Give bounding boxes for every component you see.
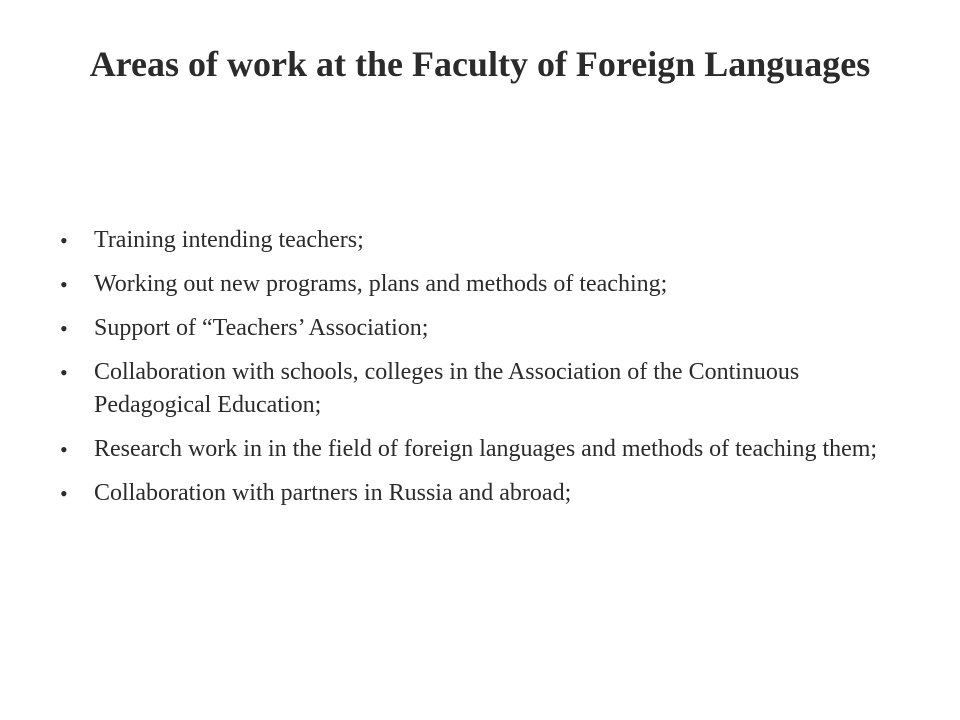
- bullet-dot-icon: •: [60, 272, 68, 297]
- bullet-dot-icon: •: [60, 437, 68, 462]
- slide-title: Areas of work at the Faculty of Foreign Languages: [89, 44, 871, 84]
- list-item-text: Research work in in the field of foreign languages and methods of teaching them;: [94, 436, 878, 462]
- list-item: [58, 433, 878, 466]
- bullet-dot-icon: •: [60, 316, 68, 341]
- list-item: [58, 356, 878, 422]
- bullet-dot-icon: •: [60, 360, 68, 385]
- list-item-text: Collaboration with schools, colleges in the Association of the Continuous Pedagogical Education;: [94, 359, 800, 418]
- list-item: [58, 268, 878, 301]
- list-item: [58, 312, 878, 345]
- list-item-text: Collaboration with partners in Russia and abroad;: [94, 480, 572, 506]
- list-item: [58, 477, 878, 510]
- list-item-text: Support of “Teachers’ Association;: [94, 315, 429, 341]
- bullet-dot-icon: •: [60, 228, 68, 253]
- list-item-text: Training intending teachers;: [94, 227, 364, 253]
- bullet-dot-icon: •: [60, 481, 68, 506]
- bullet-list: [58, 224, 878, 521]
- list-item: [58, 224, 878, 257]
- list-item-text: Working out new programs, plans and methods of teaching;: [94, 271, 668, 297]
